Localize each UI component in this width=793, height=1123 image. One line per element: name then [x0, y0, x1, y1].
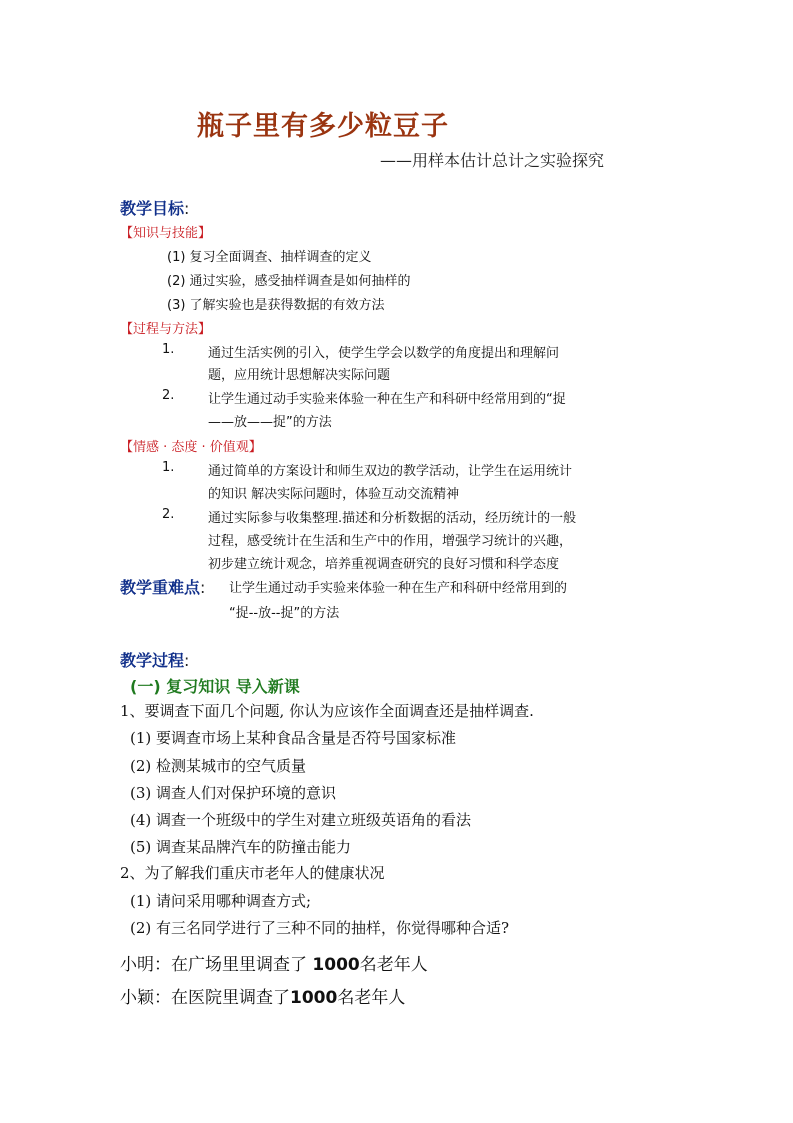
question-2: 2、为了解我们重庆市老年人的健康状况 — [120, 864, 385, 882]
question-2-item: (2) 有三名同学进行了三种不同的抽样，你觉得哪种合适? — [130, 919, 510, 937]
key-points-line: 让学生通过动手实验来体验一种在生产和科研中经常用到的 — [229, 581, 568, 596]
emotion-item-line: 初步建立统计观念，培养重视调查研究的良好习惯和科学态度 — [208, 557, 560, 572]
xiaoming-line — [120, 950, 428, 975]
question-1-item: (2) 检测某城市的空气质量 — [130, 757, 307, 775]
knowledge-item: (1) 复习全面调查、抽样调查的定义 — [167, 250, 372, 265]
key-points-colon: : — [200, 578, 206, 597]
knowledge-label: 【知识与技能】 — [120, 226, 212, 241]
knowledge-item: (2) 通过实验，感受抽样调查是如何抽样的 — [167, 274, 411, 289]
process-item-line: 题，应用统计思想解决实际问题 — [208, 368, 391, 383]
page-title: 瓶子里有多少粒豆子 — [197, 111, 449, 142]
teaching-process-heading-text: 教学过程 — [120, 651, 185, 670]
emotion-item-line: 通过简单的方案设计和师生双边的教学活动，让学生在运用统计 — [208, 464, 573, 479]
emotion-item-line: 的知识 解决实际问题时，体验互动交流精神 — [208, 487, 460, 502]
part1-title: (一) 复习知识 导入新课 — [130, 677, 300, 696]
xiaoying-suffix: 名老年人 — [337, 988, 406, 1008]
xiaoying-count: 1000 — [290, 988, 338, 1008]
emotion-item-number: 2. — [162, 507, 175, 522]
process-item-line: ——放——捉”的方法 — [208, 415, 332, 430]
xiaoming-count: 1000 — [312, 955, 360, 975]
question-1-item: (5) 调查某品牌汽车的防撞击能力 — [130, 838, 352, 856]
xiaoming-text: 小明：在广场里里调查了 — [120, 955, 313, 975]
emotion-item-number: 1. — [162, 460, 175, 475]
question-1-item: (1) 要调查市场上某种食品含量是否符号国家标准 — [130, 729, 457, 747]
question-1-item: (3) 调查人们对保护环境的意识 — [130, 784, 337, 802]
emotion-item-line: 通过实际参与收集整理.描述和分析数据的活动，经历统计的一般 — [208, 511, 577, 526]
knowledge-item: (3) 了解实验也是获得数据的有效方法 — [167, 298, 385, 313]
question-1: 1、要调查下面几个问题, 你认为应该作全面调查还是抽样调查. — [120, 702, 534, 720]
key-points-heading-text: 教学重难点 — [120, 578, 201, 597]
emotion-item-line: 过程，感受统计在生活和生产中的作用，增强学习统计的兴趣， — [208, 534, 573, 549]
process-item-line: 通过生活实例的引入，使学生学会以数学的角度提出和理解问 — [208, 346, 560, 361]
process-item-number: 1. — [162, 342, 175, 357]
objectives-heading — [120, 196, 189, 219]
key-points-line: “捉--放--捉”的方法 — [229, 606, 340, 621]
objectives-heading-text: 教学目标 — [120, 199, 185, 218]
xiaoming-suffix: 名老年人 — [359, 955, 428, 975]
process-item-number: 2. — [162, 388, 175, 403]
question-2-item: (1) 请问采用哪种调查方式; — [130, 892, 312, 910]
teaching-process-heading — [120, 648, 189, 671]
objectives-colon: : — [184, 199, 190, 218]
process-item-line: 让学生通过动手实验来体验一种在生产和科研中经常用到的“捉 — [208, 392, 566, 407]
xiaoying-text: 小颖：在医院里调查了 — [120, 988, 290, 1008]
question-1-item: (4) 调查一个班级中的学生对建立班级英语角的看法 — [130, 811, 472, 829]
xiaoying-line — [120, 983, 405, 1008]
emotion-label: 【情感 · 态度 · 价值观】 — [120, 440, 262, 455]
key-points-heading — [120, 575, 205, 598]
page-subtitle: ——用样本估计总计之实验探究 — [380, 151, 605, 170]
teaching-process-colon: : — [184, 651, 190, 670]
process-label: 【过程与方法】 — [120, 322, 212, 337]
